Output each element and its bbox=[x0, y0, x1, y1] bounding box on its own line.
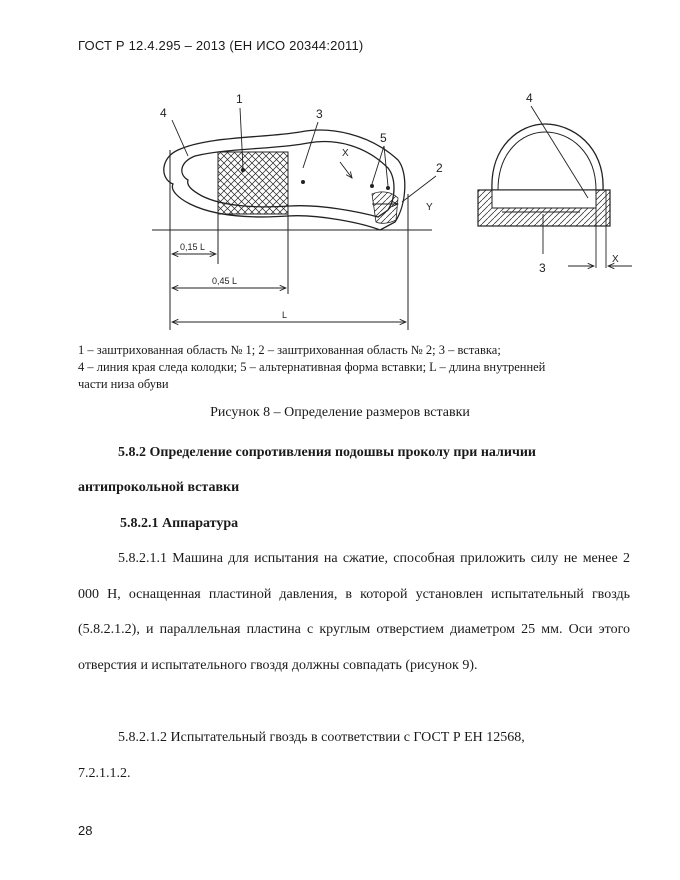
marker-dot bbox=[386, 186, 390, 190]
section-label-3: 3 bbox=[539, 261, 546, 275]
figure-caption bbox=[78, 342, 608, 393]
subsection-heading: 5.8.2.1 Аппаратура bbox=[120, 516, 239, 531]
figure-insert-dimensions bbox=[140, 86, 640, 336]
hatched-area-1 bbox=[218, 152, 288, 214]
section-label-4: 4 bbox=[526, 91, 533, 105]
label-2: 2 bbox=[436, 161, 443, 175]
cross-section bbox=[478, 124, 610, 268]
caption-line: 4 – линия края следа колодки; 5 – альтернативная форма вставки; L – длина внутренней bbox=[78, 360, 546, 374]
reference-lines bbox=[152, 150, 432, 330]
dim-l: L bbox=[282, 310, 288, 320]
section-label-x: X bbox=[612, 254, 619, 265]
paragraph-line: 7.2.1.1.2. bbox=[78, 765, 131, 781]
label-y: Y bbox=[426, 202, 433, 213]
paragraph-line: 5.8.2.1.2 Испытательный гвоздь в соответствии с ГОСТ Р ЕН 12568, bbox=[118, 730, 525, 745]
document-header: ГОСТ Р 12.4.295 – 2013 (ЕН ИСО 20344:2011) bbox=[78, 38, 364, 53]
marker-dot bbox=[370, 184, 374, 188]
caption-line: 1 – заштрихованная область № 1; 2 – заштрихованная область № 2; 3 – вставка; bbox=[78, 343, 501, 357]
label-1: 1 bbox=[236, 92, 243, 106]
dim-015l: 0,15 L bbox=[180, 242, 206, 252]
label-3: 3 bbox=[316, 107, 323, 121]
hatched-area-2 bbox=[372, 192, 398, 223]
leader-lines bbox=[172, 108, 436, 204]
figure-title: Рисунок 8 – Определение размеров вставки bbox=[210, 405, 470, 420]
dimension-lines bbox=[172, 254, 406, 322]
section-leaders bbox=[531, 106, 632, 266]
dim-045l: 0,45 L bbox=[212, 276, 238, 286]
section-heading: 5.8.2 Определение сопротивления подошвы проколу при наличии bbox=[118, 445, 536, 460]
label-4: 4 bbox=[160, 106, 167, 120]
paragraph-5-8-2-1-1: 5.8.2.1.1 Машина для испытания на сжатие, способная приложить силу не менее 2 000 Н, оснащенная пластиной давления, в которой установлен испытательный гвоздь (5.8.2.1.2), и параллельная пластина с круглым отверстием диаметром 25 мм. Оси этого отверстия и испытательного гвоздя должны совпадать (рисунок 9). bbox=[78, 551, 630, 673]
marker-dot bbox=[241, 168, 245, 172]
page-number: 28 bbox=[78, 823, 93, 838]
marker-dot bbox=[301, 180, 305, 184]
label-5: 5 bbox=[380, 131, 387, 145]
label-x: X bbox=[342, 148, 349, 159]
figure-drawing bbox=[140, 86, 640, 336]
caption-line: части низа обуви bbox=[78, 377, 169, 391]
paragraph-5-8-2-1-2 bbox=[78, 720, 630, 791]
section-heading-continued: антипрокольной вставки bbox=[78, 480, 240, 495]
